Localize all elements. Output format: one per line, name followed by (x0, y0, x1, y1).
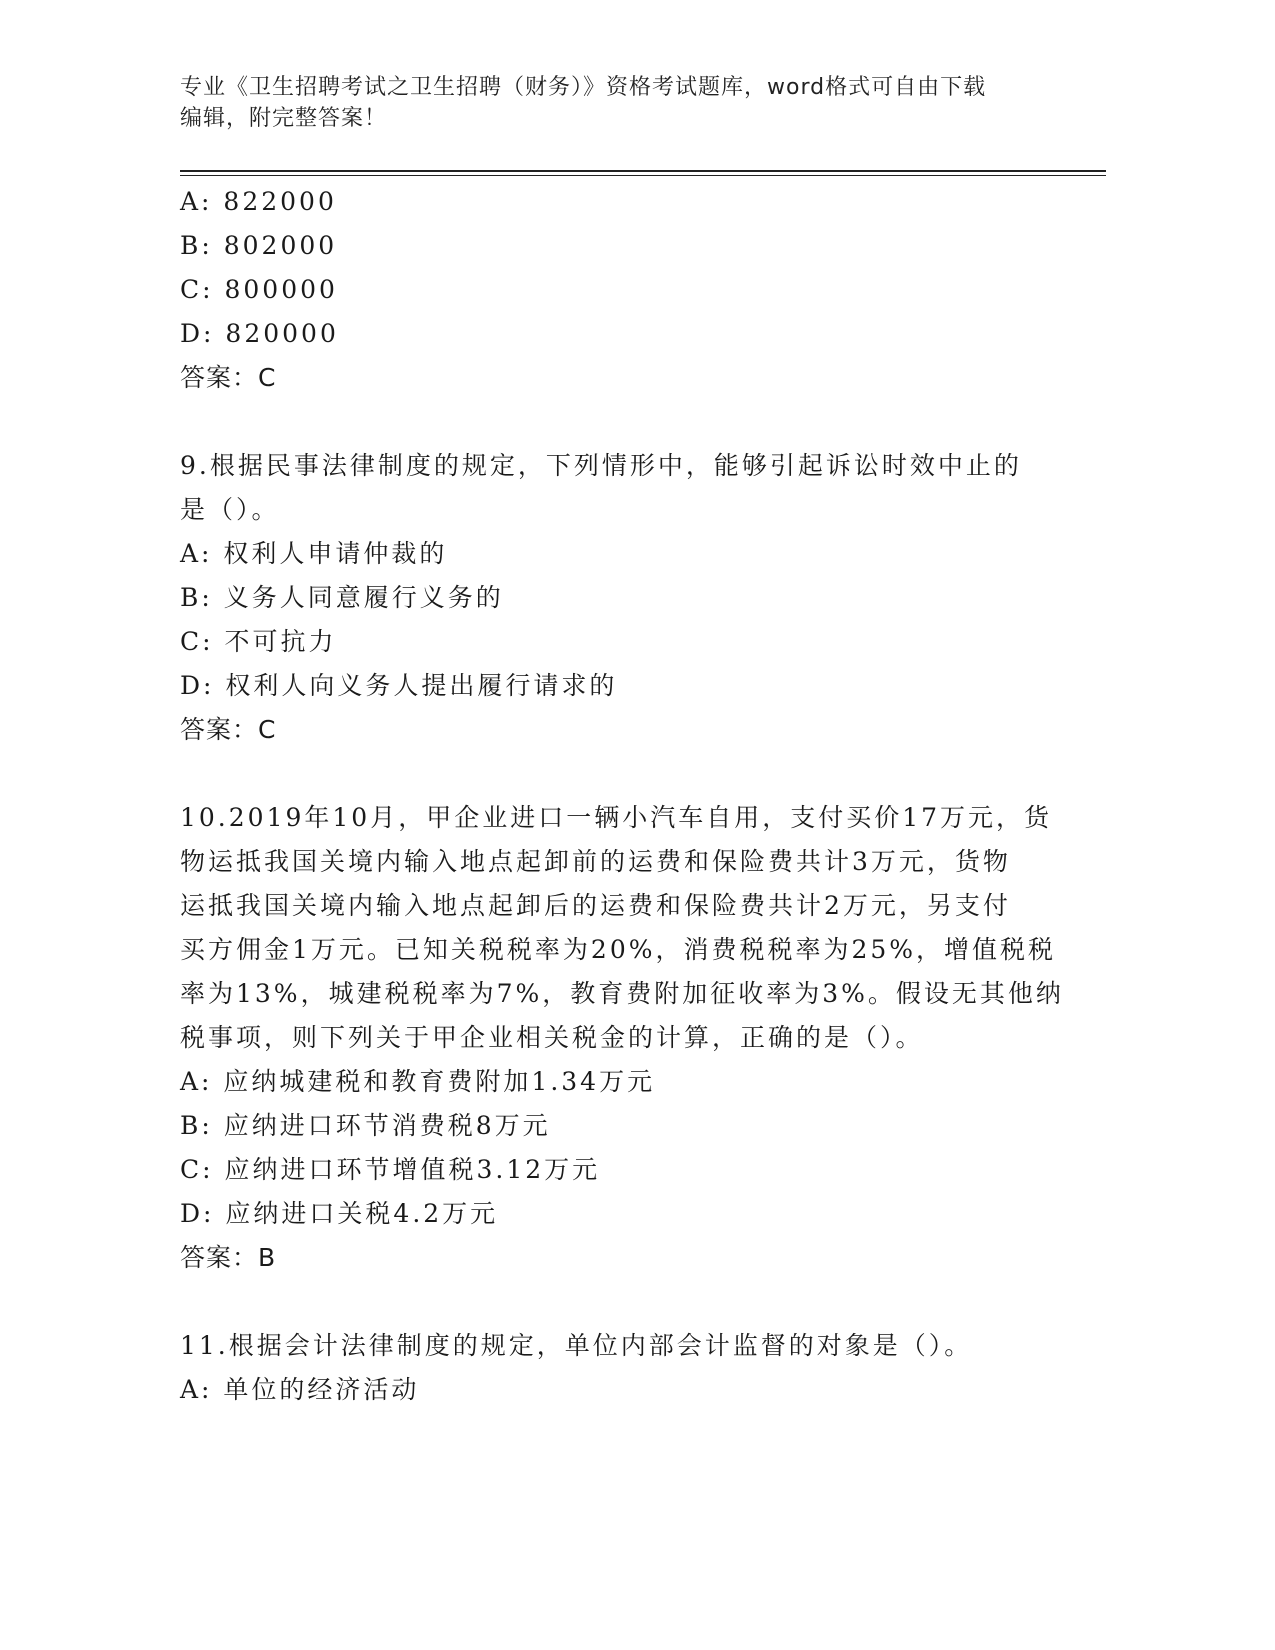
question-stem-line: 11.根据会计法律制度的规定，单位内部会计监督的对象是（）。 (180, 1331, 973, 1360)
page-header (180, 72, 1060, 134)
header-divider-thin (180, 175, 1106, 176)
question-stem-line: 10.2019年10月，甲企业进口一辆小汽车自用，支付买价17万元，货 (180, 803, 1053, 832)
option-a: A: 权利人申请仲裁的 (180, 539, 448, 568)
spacer (180, 1280, 1040, 1324)
header-line-2: 编辑，附完整答案！ (180, 106, 388, 131)
option-d: D: 820000 (180, 319, 339, 348)
option-d: D: 应纳进口关税4.2万元 (180, 1199, 499, 1228)
option-c: C: 800000 (180, 275, 338, 304)
question-stem-line: 买方佣金1万元。已知关税税率为20%，消费税税率为25%，增值税税 (180, 935, 1057, 964)
answer-label: 答案：C (180, 363, 277, 392)
answer-label: 答案：B (180, 1243, 277, 1272)
header-divider-thick (180, 170, 1106, 172)
spacer (180, 400, 1040, 444)
option-c: C: 不可抗力 (180, 627, 337, 656)
question-stem-line: 税事项，则下列关于甲企业相关税金的计算，正确的是（）。 (180, 1023, 924, 1052)
question-stem-line: 是（）。 (180, 495, 280, 524)
question-8 (180, 180, 1040, 400)
option-d: D: 权利人向义务人提出履行请求的 (180, 671, 618, 700)
option-b: B: 应纳进口环节消费税8万元 (180, 1111, 551, 1140)
option-a: A: 822000 (180, 187, 337, 216)
question-9 (180, 444, 1040, 752)
header-line-1: 专业《卫生招聘考试之卫生招聘（财务）》资格考试题库，word格式可自由下载 (180, 75, 987, 100)
answer-label: 答案：C (180, 715, 277, 744)
option-a: A: 单位的经济活动 (180, 1375, 420, 1404)
question-stem-line: 率为13%，城建税税率为7%，教育费附加征收率为3%。假设无其他纳 (180, 979, 1064, 1008)
option-b: B: 802000 (180, 231, 338, 260)
spacer (180, 752, 1040, 796)
question-11 (180, 1324, 1040, 1412)
option-c: C: 应纳进口环节增值税3.12万元 (180, 1155, 601, 1184)
question-list (180, 180, 1064, 1412)
question-stem-line: 9.根据民事法律制度的规定，下列情形中，能够引起诉讼时效中止的 (180, 451, 1022, 480)
option-a: A: 应纳城建税和教育费附加1.34万元 (180, 1067, 656, 1096)
question-10 (180, 796, 1064, 1280)
option-b: B: 义务人同意履行义务的 (180, 583, 504, 612)
question-stem-line: 物运抵我国关境内输入地点起卸前的运费和保险费共计3万元，货物 (180, 847, 1011, 876)
question-stem-line: 运抵我国关境内输入地点起卸后的运费和保险费共计2万元，另支付 (180, 891, 1011, 920)
